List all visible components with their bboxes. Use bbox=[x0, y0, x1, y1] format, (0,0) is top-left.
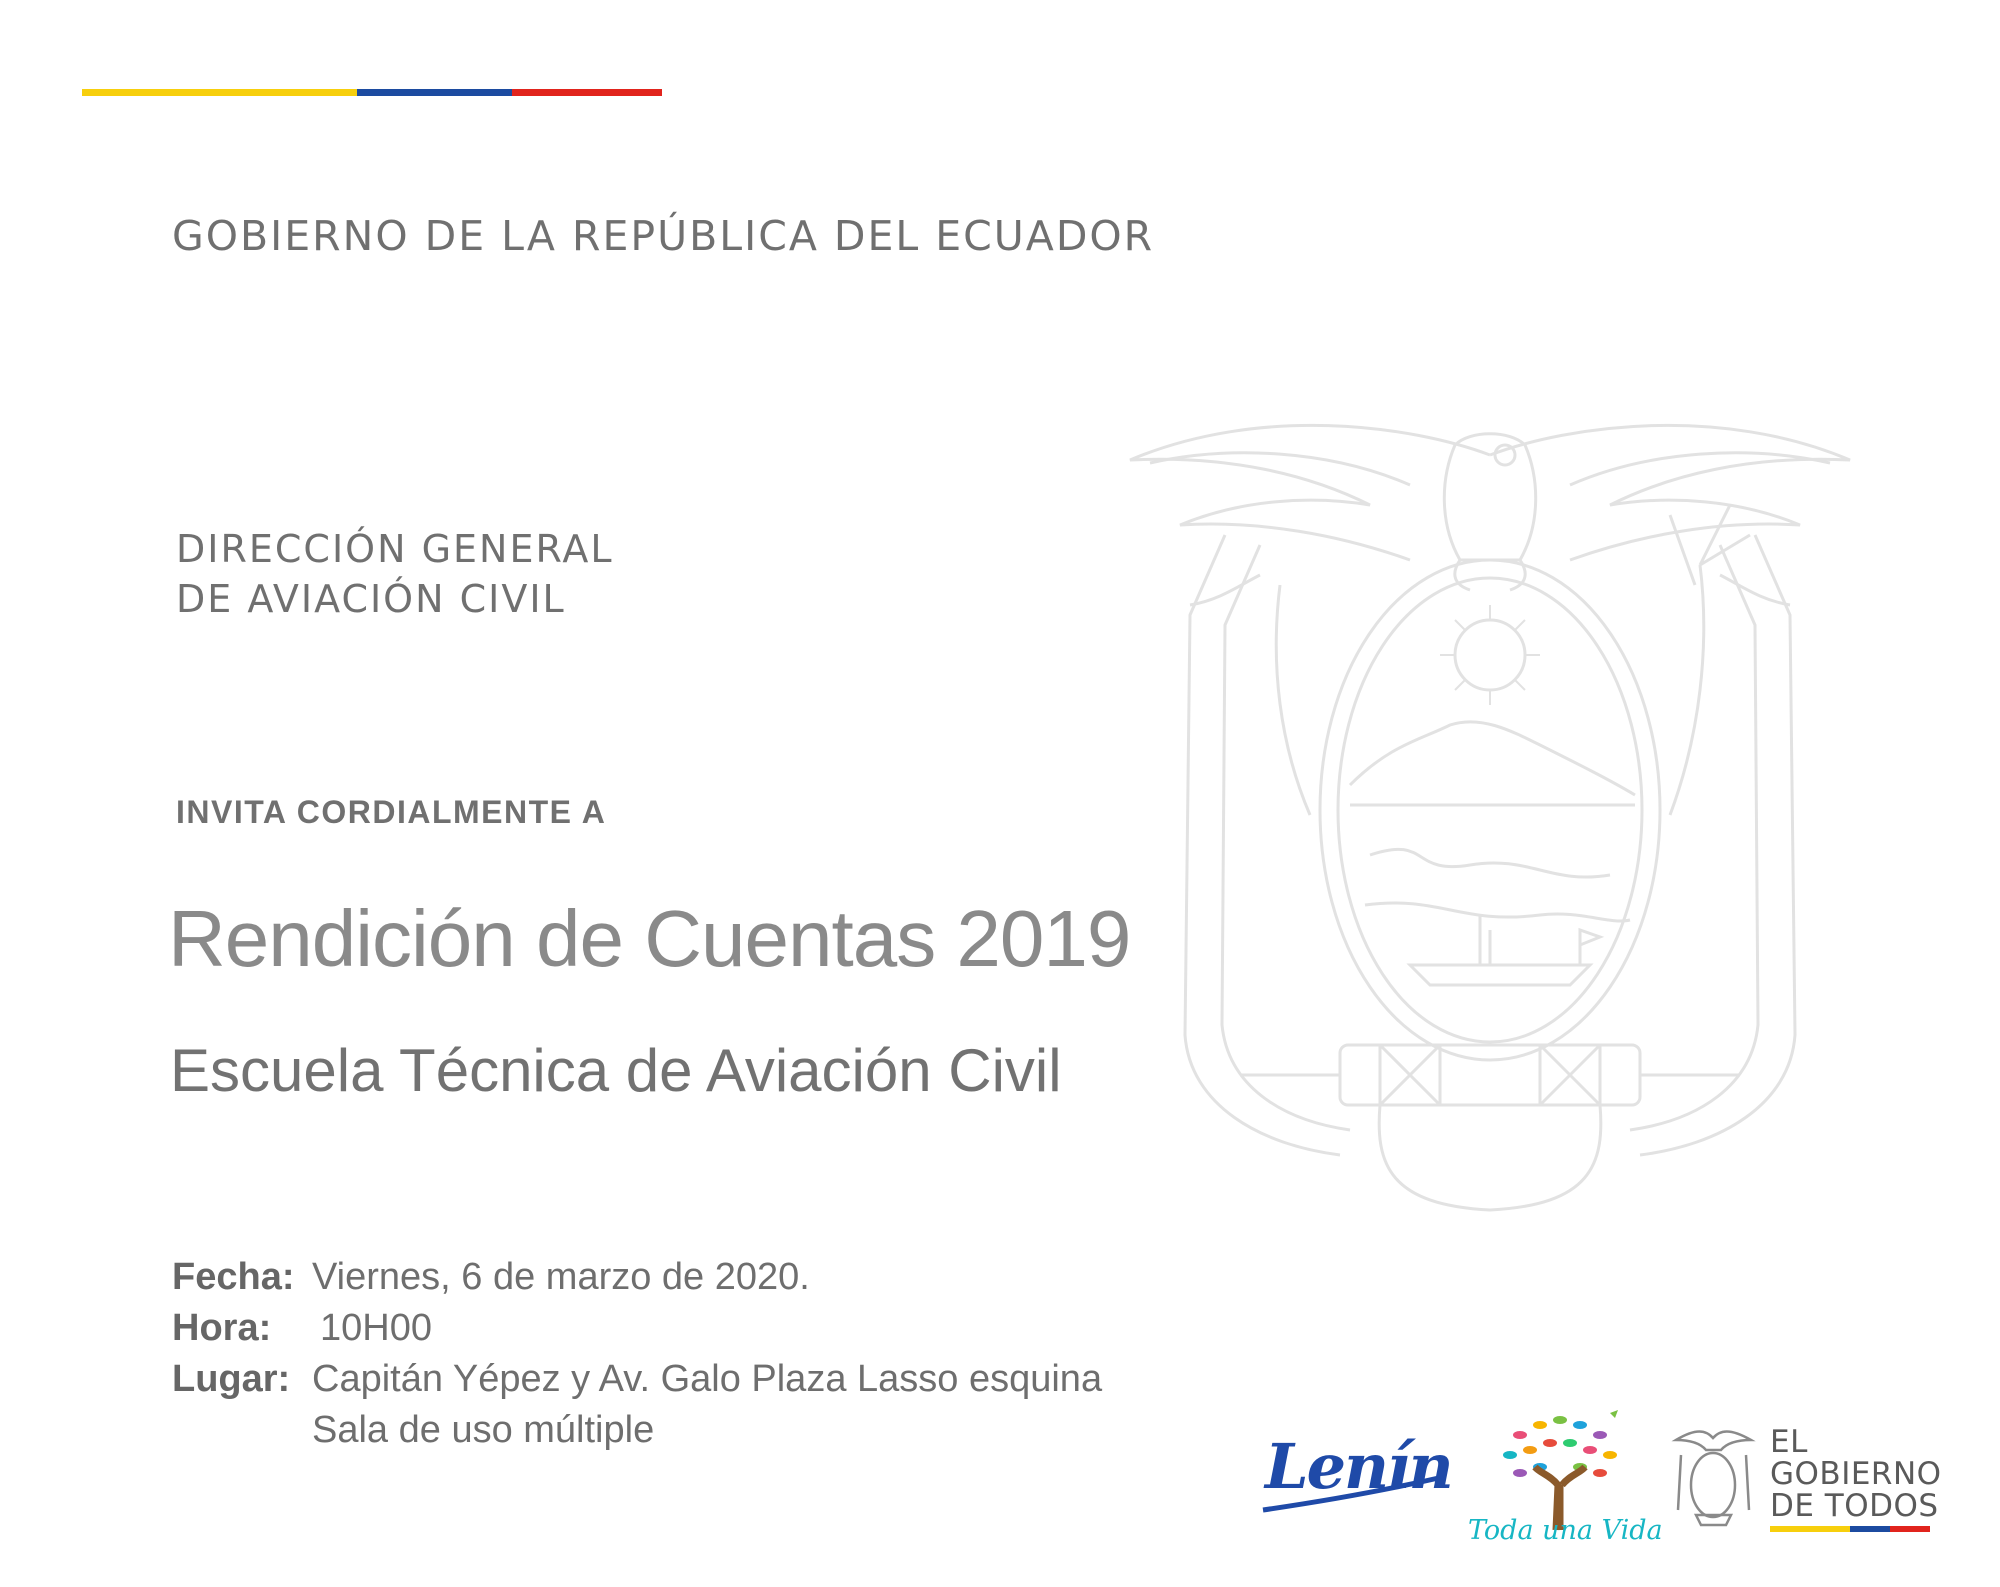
date-row bbox=[172, 1252, 1102, 1303]
date-value: Viernes, 6 de marzo de 2020. bbox=[312, 1256, 810, 1298]
government-slogan bbox=[1770, 1426, 1942, 1522]
slogan-line-2: GOBIERNO bbox=[1770, 1456, 1942, 1492]
slogan-line-1: EL bbox=[1770, 1424, 1808, 1460]
place-line-1: Capitán Yépez y Av. Galo Plaza Lasso esquina bbox=[312, 1358, 1103, 1400]
slogan-stripe-blue bbox=[1850, 1526, 1890, 1532]
event-title: Rendición de Cuentas 2019 bbox=[168, 894, 1131, 983]
coat-of-arms-ecuador-icon bbox=[1110, 385, 1870, 1215]
slogan-flag-stripe bbox=[1770, 1526, 1930, 1532]
slogan-stripe-yellow bbox=[1770, 1526, 1850, 1532]
tree-caption: Toda una Vida bbox=[1468, 1515, 1663, 1546]
place-row-2 bbox=[172, 1405, 1102, 1456]
flag-stripe-blue bbox=[357, 89, 512, 96]
place-line-2: Sala de uso múltiple bbox=[312, 1409, 655, 1451]
lenin-swoosh-icon bbox=[1258, 1432, 1448, 1522]
slogan-line-3: DE TODOS bbox=[1770, 1488, 1939, 1524]
government-title: GOBIERNO DE LA REPÚBLICA DEL ECUADOR bbox=[172, 212, 1155, 260]
flag-stripe bbox=[82, 89, 662, 96]
organization-line-2: DE AVIACIÓN CIVIL bbox=[176, 577, 566, 621]
invitation-intro: INVITA CORDIALMENTE A bbox=[176, 794, 607, 830]
time-value: 10H00 bbox=[320, 1307, 432, 1349]
ecuador-seal-icon bbox=[1666, 1420, 1761, 1530]
flag-stripe-red bbox=[512, 89, 662, 96]
organization-line-1: DIRECCIÓN GENERAL bbox=[176, 527, 614, 571]
event-subtitle: Escuela Técnica de Aviación Civil bbox=[170, 1037, 1062, 1104]
slogan-stripe-red bbox=[1890, 1526, 1930, 1532]
time-row bbox=[172, 1303, 1102, 1354]
event-details bbox=[172, 1252, 1102, 1456]
date-label: Fecha: bbox=[172, 1256, 295, 1298]
place-row bbox=[172, 1354, 1102, 1405]
place-label: Lugar: bbox=[172, 1358, 291, 1400]
lenin-logo: Lenín bbox=[1265, 1430, 1452, 1503]
time-label: Hora: bbox=[172, 1307, 272, 1349]
organization-name bbox=[176, 524, 614, 624]
flag-stripe-yellow bbox=[82, 89, 357, 96]
